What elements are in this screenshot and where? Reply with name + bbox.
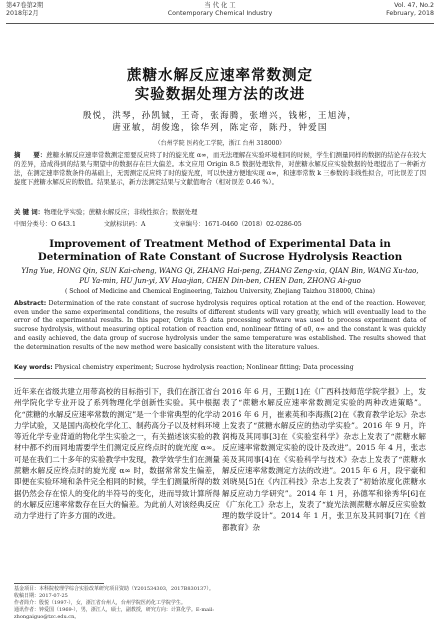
- title-en: Improvement of Treatment Method of Experimental Data in Determination of Rate Constant of Sucrose Hydrolysis Reaction: [37, 238, 403, 263]
- footnotes: [14, 586, 274, 621]
- footnote-author: 作者简介：殷悦（1997-），女，浙江省台州人，台州学院医药化工学院学生。: [14, 600, 186, 606]
- date-en: February, 2018: [386, 10, 434, 17]
- footnote-received: 收稿日期：2017-07-25: [14, 593, 68, 599]
- article-number: 文章编号：1671-0460（2018）02-0286-05: [173, 221, 302, 228]
- header-divider: [6, 23, 434, 24]
- body-column-left: 近年来在省级共建立用带高校的目标指引下，我们在浙江省台州学院化学专业开设了系列物理化学创新性实验。其中根据化“蔗糖的水解反应速率常数的测定”是一个非常典型的化学动力学试验，又是国内高校化学化工、制药高分子以及材料环境等近化学专业背道的物化学生实验之一，有关描述该实验的教材中都不约而同地需要学生们测定反应终点时的旋光度 α∞。可是在我们二十多年的实验教学中发现，教学效学生们在测量蔗糖水解反应终点时的旋光度 α∞ 时，数据常常发生偏差，即便在实验环境和条件完全相同的时候，学生们测量所得的数据仍然会存在惊人的变化的半符号的变化，进而导致计算所得的水解反应速率常数存在巨大的偏差。为此前人对该经典反应动力学进行了许多方面的改进。: [14, 387, 220, 521]
- journal-cn: 当 代 化 工: [204, 2, 236, 9]
- keywords-cn: [14, 208, 426, 217]
- body-column-right: 2016 年 6 月，王勤[1]在《广西科技师范学院学报》上，发表了“蔗糖水解反应速率常数测定实验的两种改进策略”。2016 年 6 月，崔素英和李海燕[2]在《教育教学论坛》杂志上发表了“蔗糖水解反应的热动学实验”。2016 年 9 月，许润梅及其同事[3]在《实验室科学》杂志上发表了“蔗糖水解反应速率常数测定实验的设计及改进”。2015 年 4 月，张志美及其同事[4]在《实验科学与技术》杂志上发表了“蔗糖水解反应速率常数测定方法的改进”。2015 年 6 月，段宇豪和刘晓昊[5]在《内江科技》杂志上发表了“初始浓度化蔗糖水解反应动力学研究”。2014 年 1 月，孙德军和徐秀华[6]在《广东化工》杂志上，发表了“旋光法测蔗糖水解反应实验数理的数学设计”。2014 年 1 月，张卫东及其同事[7]在《首都教育》杂: [222, 387, 426, 532]
- abstract-cn-label: 摘 要：: [14, 151, 47, 159]
- keywords-en-text: Physical chemistry experiment; Sucrose hydrolysis reaction; Nonlinear fitting; Data processing: [54, 364, 354, 371]
- abstract-en-text: Determination of the rate constant of sucrose hydrolysis requires optical rotation at the end of the reaction. However, even under the same experimental conditions, the results of different students will vary greatly, which will eventually lead to the error of the experimental results. In this paper, Origin 8.5 data processing software was used to process experiment data of sucrose hydrolysis, without measuring optical rotation of reaction end, nonlinear fitting of α0, α∞ and the constant k was quickly and easily achieved, the data group of sucrose hydrolysis under the same temperature was established. The results showed that the determination results of the new method were basically consistent with the literature values.: [14, 300, 427, 351]
- date-cn: 2018年2月: [6, 10, 39, 17]
- abstract-cn: [14, 151, 426, 187]
- authors-cn: [60, 110, 380, 134]
- keywords-cn-label: 关 键 词：: [14, 208, 45, 216]
- footnote-corresponding: 通讯作者：钟爱国（1969-），男，浙江人，硕士，副教授，研究方向：计算化学。E-mail: zhongaiguo@tzc.edu.cn。: [14, 607, 214, 620]
- header-right: [386, 2, 434, 18]
- abstract-en-label: Abstract:: [14, 300, 47, 307]
- journal-en: Contemporary Chemical Industry: [167, 10, 273, 17]
- affiliation-en: ( School of Medicine and Chemical Engineering, Taizhou University, Zhejiang Taizhou 318000, China): [64, 288, 376, 295]
- classification-meta-cn: [14, 219, 426, 228]
- authors-cn-line1: 殷悦，洪琴，孙凯铖，王奇，张海腾，张增兴，钱彬，王旭涛，: [82, 111, 358, 121]
- volume-cn: 第47卷第2期: [6, 2, 44, 9]
- keywords-en: [14, 363, 426, 372]
- volume-en: Vol. 47, No.2: [394, 2, 434, 9]
- affiliation-cn: （台州学院 医药化工学院，浙江 台州 318000）: [154, 140, 286, 147]
- title-cn-line2: 实验数据处理方法的改进: [134, 87, 306, 103]
- header-center: [156, 2, 284, 18]
- title-cn-line1: 蔗糖水解反应速率常数测定: [127, 68, 313, 84]
- footnote-divider: [14, 583, 104, 584]
- authors-en: YIng Yue, HONG Qin, SUN Kai-cheng, WANG Qi, ZHANG Hai-peng, ZHANG Zeng-xia, QIAN Bin, WANG Xu-tao, PU Ya-min, HU Jun-yi, XV Hua-jian, CHEN Din-ben, CHEN Dan, ZHONG Ai-guo: [21, 267, 419, 285]
- keywords-cn-text: 物理化学实验；蔗糖水解反应；非线性拟合；数据处理: [44, 208, 198, 216]
- abstract-cn-text: 蔗糖水解反应速率常数测定需要反应终了时的旋光度 α∞，而无法理解在实验环境相同的时候，学生们测量同样的数据的结论存在较大的差异，造成得到的结果与期望中的数据存在巨大偏差。本文应用 Origin 8.5 数据处理软件，对蔗糖水解反应实验数据的处理提出了一种新方法，在测定速率常数条件的基础上，无需测定反应终了时的旋光度，可以快速方便地实现 α∞，和速率常数 k 三参数的非线性拟合，可比误差了因旋度下蔗糖水解反应的数值。结果显示，新方法测定结果与文献值吻合（相对误差 0.46 %）。: [14, 151, 426, 186]
- abstract-divider: [14, 378, 426, 379]
- doc-code: 文献标识码：A: [103, 221, 146, 228]
- authors-cn-line2: 唐亚敏，胡俊逸，徐华列，陈定帝，陈丹，钟爱国: [112, 123, 328, 133]
- header-left: [6, 2, 43, 18]
- keywords-en-label: Key words:: [14, 364, 53, 371]
- abstract-en: [14, 300, 426, 352]
- clc-number: 中图分类号：O 643.1: [14, 221, 76, 228]
- footnote-funding: 基金项目：本科院校理学综合实验改革研究项目资助（Y201534303，2017B830137）。: [14, 586, 214, 592]
